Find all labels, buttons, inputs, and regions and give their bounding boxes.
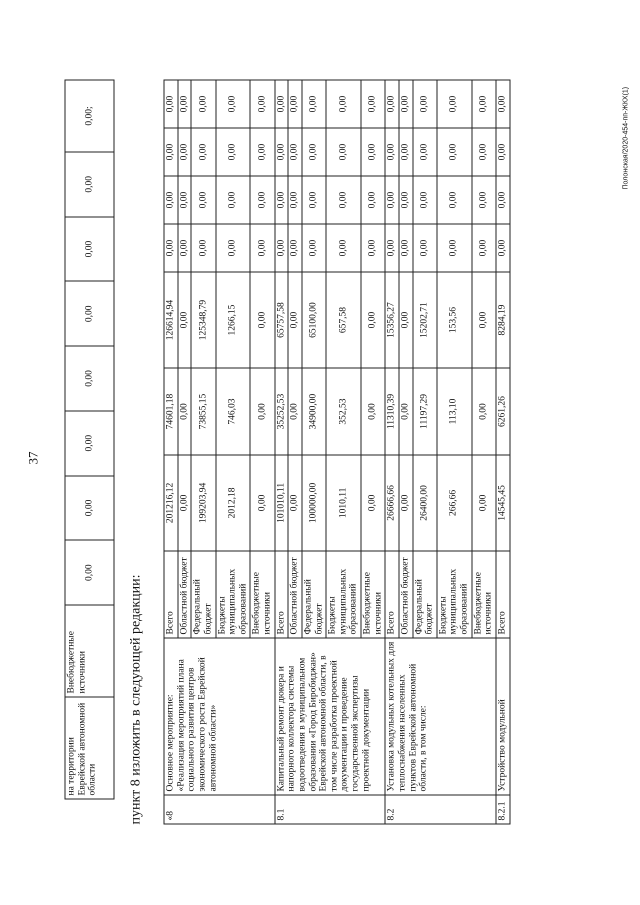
value-cell: 0,00: [275, 176, 289, 224]
value-cell: 0,00: [65, 476, 114, 541]
value-cell: 0,00: [361, 176, 385, 224]
value-cell: 0,00: [250, 128, 274, 176]
value-cell: 15202,71: [413, 272, 437, 368]
value-cell: 0,00: [399, 128, 413, 176]
item-number: 8.1: [275, 795, 386, 824]
value-cell: 0,00: [216, 176, 251, 224]
value-cell: 26666,66: [385, 455, 399, 551]
value-cell: 0,00: [472, 176, 496, 224]
value-cell: 0,00: [326, 128, 361, 176]
value-cell: 201216,12: [164, 455, 178, 551]
item-number: 8.2: [385, 795, 496, 824]
value-cell: 0,00: [250, 455, 274, 551]
funding-source: Всего: [496, 551, 510, 638]
value-cell: 15356,27: [385, 272, 399, 368]
value-cell: 0,00: [65, 411, 114, 476]
document-stamp: Полонская/2020-454-пп-ЖКХ(1): [622, 86, 630, 190]
value-cell: 0,00: [178, 224, 192, 272]
table-row: [385, 80, 399, 824]
value-cell: 0,00: [399, 80, 413, 128]
value-cell: 0,00: [472, 368, 496, 455]
value-cell: 65757,58: [275, 272, 289, 368]
value-cell: 0,00: [65, 540, 114, 605]
value-cell: 0,00: [191, 176, 215, 224]
item-name: Капитальный ремонт дюкера и напорного коллектора системы водоотведения в муниципальном образовании «Город Биробиджан» Еврейской автономной области, в том числе разработка проектной документации и проведение государственной экспертизы проектной документации: [275, 638, 386, 795]
value-cell: 73855,15: [191, 368, 215, 455]
value-cell: 657,58: [326, 272, 361, 368]
value-cell: 0,00: [302, 128, 326, 176]
value-cell: 0,00: [250, 80, 274, 128]
value-cell: 352,53: [326, 368, 361, 455]
item-number: «8: [164, 795, 275, 824]
value-cell: 0,00: [472, 128, 496, 176]
value-cell: 0,00: [288, 80, 302, 128]
value-cell: 0,00: [496, 176, 510, 224]
value-cell: 153,56: [437, 272, 472, 368]
funding-source: Бюджеты муниципальных образований: [326, 551, 361, 638]
value-cell: 11197,29: [413, 368, 437, 455]
value-cell: 0,00: [178, 272, 192, 368]
value-cell: 0,00: [216, 128, 251, 176]
value-cell: 0,00: [437, 224, 472, 272]
table-row: [65, 80, 114, 799]
value-cell: 0,00: [399, 272, 413, 368]
value-cell: 0,00: [164, 128, 178, 176]
value-cell: 0,00: [496, 128, 510, 176]
value-cell: 0,00: [65, 281, 114, 346]
funding-source: Бюджеты муниципальных образований: [437, 551, 472, 638]
value-cell: 14545,45: [496, 455, 510, 551]
value-cell: 0,00: [250, 368, 274, 455]
value-cell: 35252,53: [275, 368, 289, 455]
value-cell: 0,00: [275, 128, 289, 176]
value-cell: 0,00: [164, 176, 178, 224]
value-cell: 0,00: [437, 176, 472, 224]
instruction-text: пункт 8 изложить в следующей редакции:: [128, 574, 144, 825]
value-cell: 26400,00: [413, 455, 437, 551]
funding-source: Областной бюджет: [399, 551, 413, 638]
funding-source: Бюджеты муниципальных образований: [216, 551, 251, 638]
value-cell: 0,00: [275, 80, 289, 128]
value-cell: 0,00: [164, 224, 178, 272]
value-cell: 0,00: [413, 224, 437, 272]
value-cell: 0,00: [191, 128, 215, 176]
funding-source: Всего: [385, 551, 399, 638]
value-cell: 8284,19: [496, 272, 510, 368]
value-cell: 199203,94: [191, 455, 215, 551]
value-cell: 0,00: [361, 455, 385, 551]
value-cell: 0,00: [361, 224, 385, 272]
value-cell: 65100,00: [302, 272, 326, 368]
funding-source: Всего: [164, 551, 178, 638]
item-number: 8.2.1: [496, 795, 510, 824]
table-row: [496, 80, 510, 824]
item-name: Основное мероприятие: «Реализация мероприятий плана социального развития центров экономического роста Еврейской автономной области»: [164, 638, 275, 795]
funding-source: Областной бюджет: [288, 551, 302, 638]
funding-source: Областной бюджет: [178, 551, 192, 638]
value-cell: 0,00: [385, 176, 399, 224]
value-cell: 0,00: [191, 224, 215, 272]
value-cell: 34900,00: [302, 368, 326, 455]
value-cell: 0,00: [302, 176, 326, 224]
value-cell: 113,10: [437, 368, 472, 455]
table-row: [164, 80, 178, 824]
table-row: [275, 80, 289, 824]
value-cell: 0,00: [164, 80, 178, 128]
value-cell: 0,00: [191, 80, 215, 128]
value-cell: 6261,26: [496, 368, 510, 455]
value-cell: 126614,94: [164, 272, 178, 368]
value-cell: 0,00: [437, 80, 472, 128]
value-cell: 74601,18: [164, 368, 178, 455]
funding-table-body: [164, 80, 510, 824]
funding-source: Всего: [275, 551, 289, 638]
value-cell: 0,00: [65, 152, 114, 217]
value-cell: 0,00: [472, 455, 496, 551]
value-cell: 0,00: [496, 224, 510, 272]
value-cell: 0,00: [288, 455, 302, 551]
value-cell: 0,00: [399, 224, 413, 272]
value-cell: 0,00: [178, 176, 192, 224]
value-cell: 0,00: [437, 128, 472, 176]
value-cell: 0,00: [472, 272, 496, 368]
value-cell: 0,00: [472, 224, 496, 272]
top-table-fragment: [65, 80, 115, 800]
value-cell: 0,00: [361, 80, 385, 128]
value-cell: 125348,79: [191, 272, 215, 368]
value-cell: 0,00: [275, 224, 289, 272]
value-cell: 100000,00: [302, 455, 326, 551]
value-cell: 0,00: [496, 80, 510, 128]
value-cell: 0,00: [326, 80, 361, 128]
value-cell: 0,00: [178, 80, 192, 128]
value-cell: 0,00: [250, 176, 274, 224]
value-cell: 0,00;: [65, 80, 114, 152]
funding-source: Федеральный бюджет: [413, 551, 437, 638]
value-cell: 0,00: [326, 224, 361, 272]
rotated-page: [1, 0, 640, 905]
funding-source: Федеральный бюджет: [302, 551, 326, 638]
value-cell: 0,00: [361, 128, 385, 176]
value-cell: 0,00: [413, 80, 437, 128]
value-cell: 11310,39: [385, 368, 399, 455]
source-cell: Внебюджетные источники: [65, 605, 114, 697]
value-cell: 0,00: [399, 455, 413, 551]
value-cell: 0,00: [178, 455, 192, 551]
value-cell: 0,00: [216, 224, 251, 272]
value-cell: 0,00: [65, 217, 114, 282]
funding-source: Федеральный бюджет: [191, 551, 215, 638]
value-cell: 0,00: [472, 80, 496, 128]
value-cell: 0,00: [288, 176, 302, 224]
funding-source: Внебюджетные источники: [472, 551, 496, 638]
value-cell: 0,00: [288, 128, 302, 176]
value-cell: 0,00: [385, 128, 399, 176]
item-name: Установка модульных котельных для теплоснабжения населенных пунктов Еврейской автономной области, в том числе:: [385, 638, 496, 795]
value-cell: 0,00: [65, 346, 114, 411]
value-cell: 0,00: [361, 272, 385, 368]
value-cell: 0,00: [302, 224, 326, 272]
value-cell: 0,00: [385, 80, 399, 128]
value-cell: 0,00: [178, 128, 192, 176]
value-cell: 746,03: [216, 368, 251, 455]
value-cell: 0,00: [288, 224, 302, 272]
item-name: Устройство модульной: [496, 638, 510, 795]
value-cell: 0,00: [178, 368, 192, 455]
value-cell: 0,00: [326, 176, 361, 224]
value-cell: 0,00: [288, 368, 302, 455]
value-cell: 266,66: [437, 455, 472, 551]
page-number: 37: [25, 451, 41, 465]
value-cell: 101010,11: [275, 455, 289, 551]
value-cell: 0,00: [250, 224, 274, 272]
value-cell: 0,00: [302, 80, 326, 128]
value-cell: 1010,11: [326, 455, 361, 551]
value-cell: 0,00: [361, 368, 385, 455]
value-cell: 0,00: [385, 224, 399, 272]
territory-cell: на территории Еврейской автономной области: [65, 697, 114, 799]
funding-source: Внебюджетные источники: [361, 551, 385, 638]
value-cell: 1266,15: [216, 272, 251, 368]
value-cell: 2012,18: [216, 455, 251, 551]
value-cell: 0,00: [399, 368, 413, 455]
value-cell: 0,00: [399, 176, 413, 224]
funding-source: Внебюджетные источники: [250, 551, 274, 638]
value-cell: 0,00: [216, 80, 251, 128]
funding-table: [164, 80, 511, 825]
value-cell: 0,00: [288, 272, 302, 368]
value-cell: 0,00: [250, 272, 274, 368]
value-cell: 0,00: [413, 128, 437, 176]
value-cell: 0,00: [413, 176, 437, 224]
